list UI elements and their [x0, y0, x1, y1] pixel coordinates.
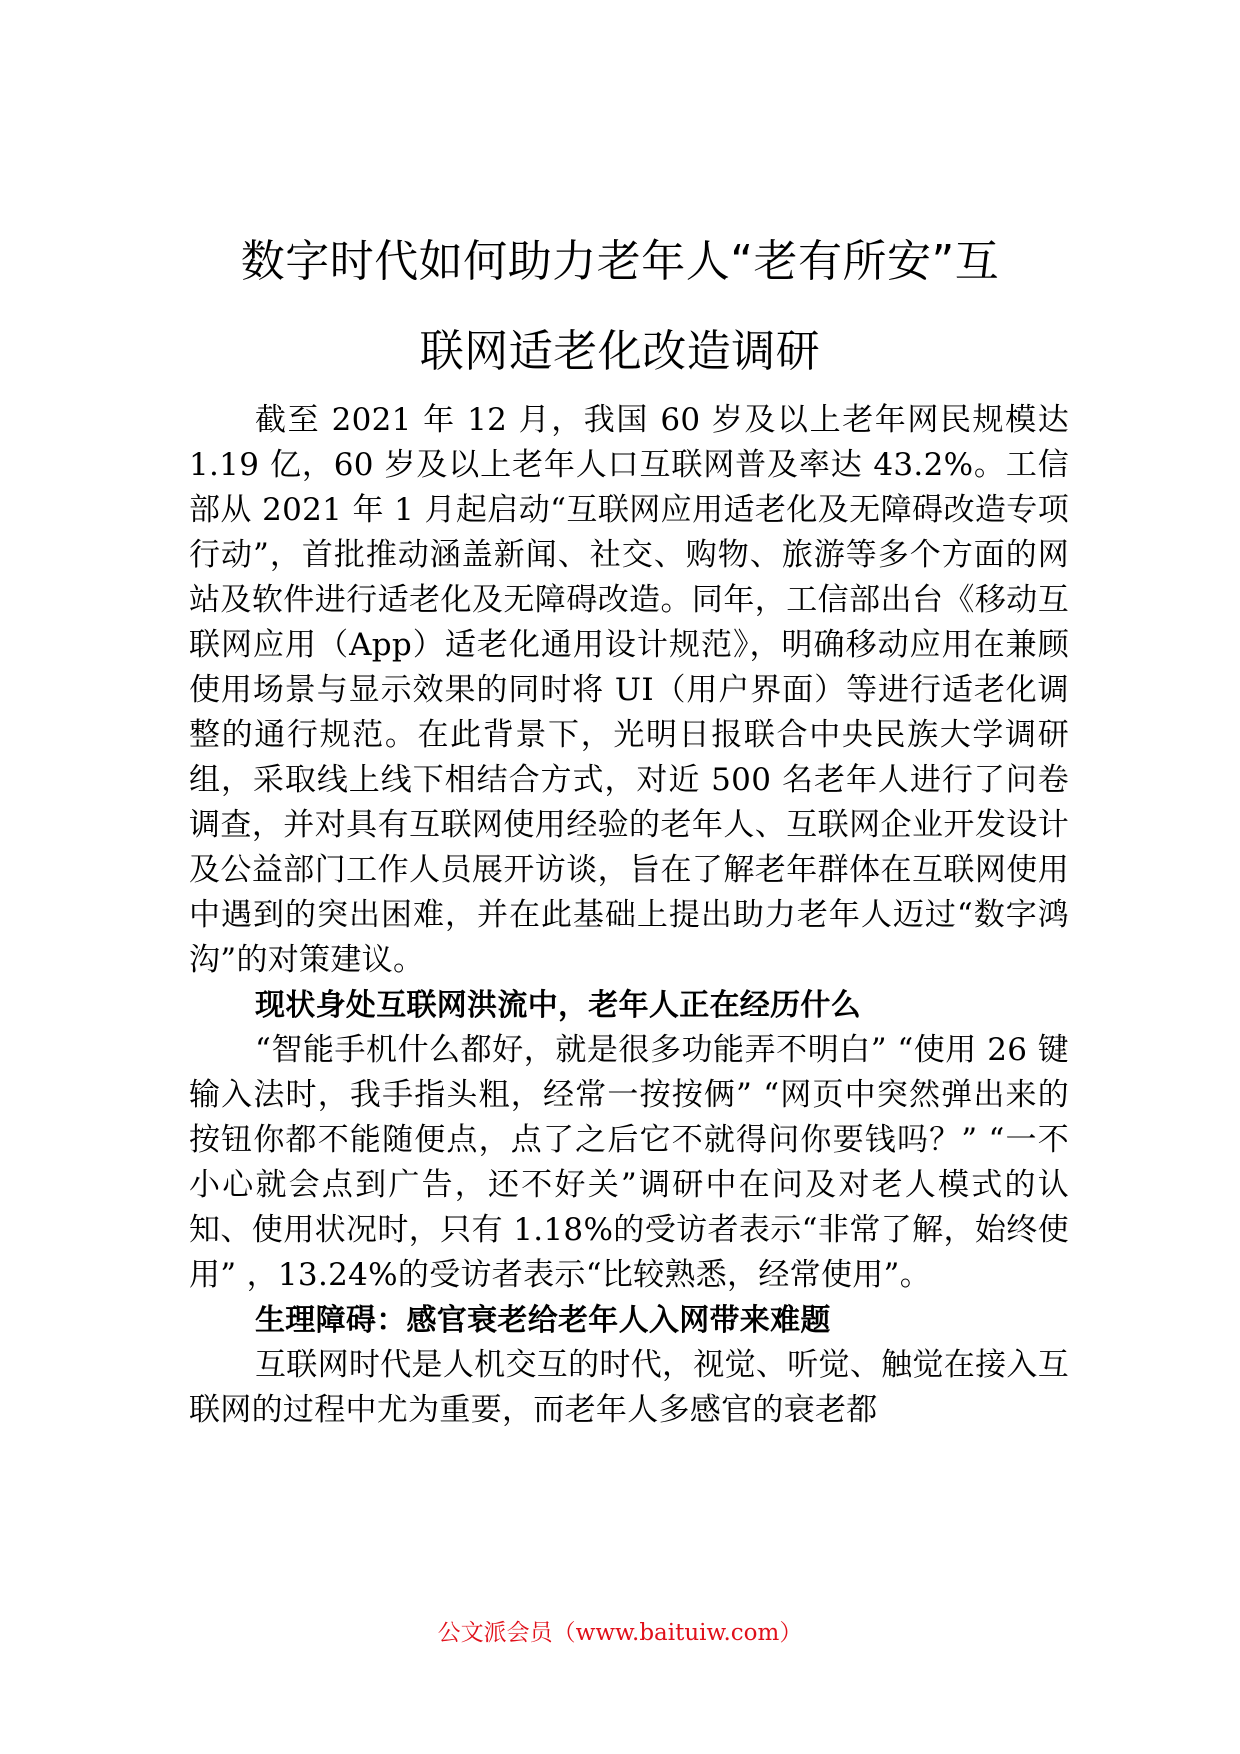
paragraph-intro: 截至 2021 年 12 月，我国 60 岁及以上老年网民规模达 1.19 亿，60 岁及以上老年人口互联网普及率达 43.2%。工信部从 2021 年 1 月起启动“互联网应用适老化及无障碍改造专项行动”，首批推动涵盖新闻、社交、购物、旅游等多个方面的网站及软件进行适老化及无障碍改造。同年，工信部出台《移动互联网应用（App）适老化通用设计规范》，明确移动应用在兼顾使用场景与显示效果的同时将 UI（用户界面）等进行适老化调整的通行规范。在此背景下，光明日报联合中央民族大学调研组，采取线上线下相结合方式，对近 500 名老年人进行了问卷调查，并对具有互联网使用经验的老年人、互联网企业开发设计及公益部门工作人员展开访谈，旨在了解老年群体在互联网使用中遇到的突出困难，并在此基础上提出助力老年人迈过“数字鸿沟”的对策建议。	[189, 402, 1069, 978]
document-title-line-2: 联网适老化改造调研	[419, 326, 821, 377]
footer-watermark-text: 公文派会员（www.baituiw.com）	[437, 1620, 803, 1646]
paragraph-status: “智能手机什么都好，就是很多功能弄不明白” “使用 26 键输入法时，我手指头粗，经常一按按俩” “网页中突然弹出来的按钮你都不能随便点，点了之后它不就得问你要钱吗？” “一不小心就会点到广告，还不好关”调研中在问及对老人模式的认知、使用状况时，只有 1.18%的受访者表示“非常了解，始终使用” ，13.24%的受访者表示“比较熟悉，经常使用”。	[189, 1032, 1069, 1293]
section-heading-status: 现状身处互联网洪流中，老年人正在经历什么	[255, 988, 861, 1023]
paragraph-physiological: 互联网时代是人机交互的时代，视觉、听觉、触觉在接入互联网的过程中尤为重要，而老年人多感官的衰老都	[189, 1347, 1069, 1428]
section-heading-physiological: 生理障碍：感官衰老给老年人入网带来难题	[255, 1303, 831, 1338]
document-body	[189, 398, 1069, 1433]
document-title-line-1: 数字时代如何助力老年人“老有所安”互	[240, 236, 1000, 287]
